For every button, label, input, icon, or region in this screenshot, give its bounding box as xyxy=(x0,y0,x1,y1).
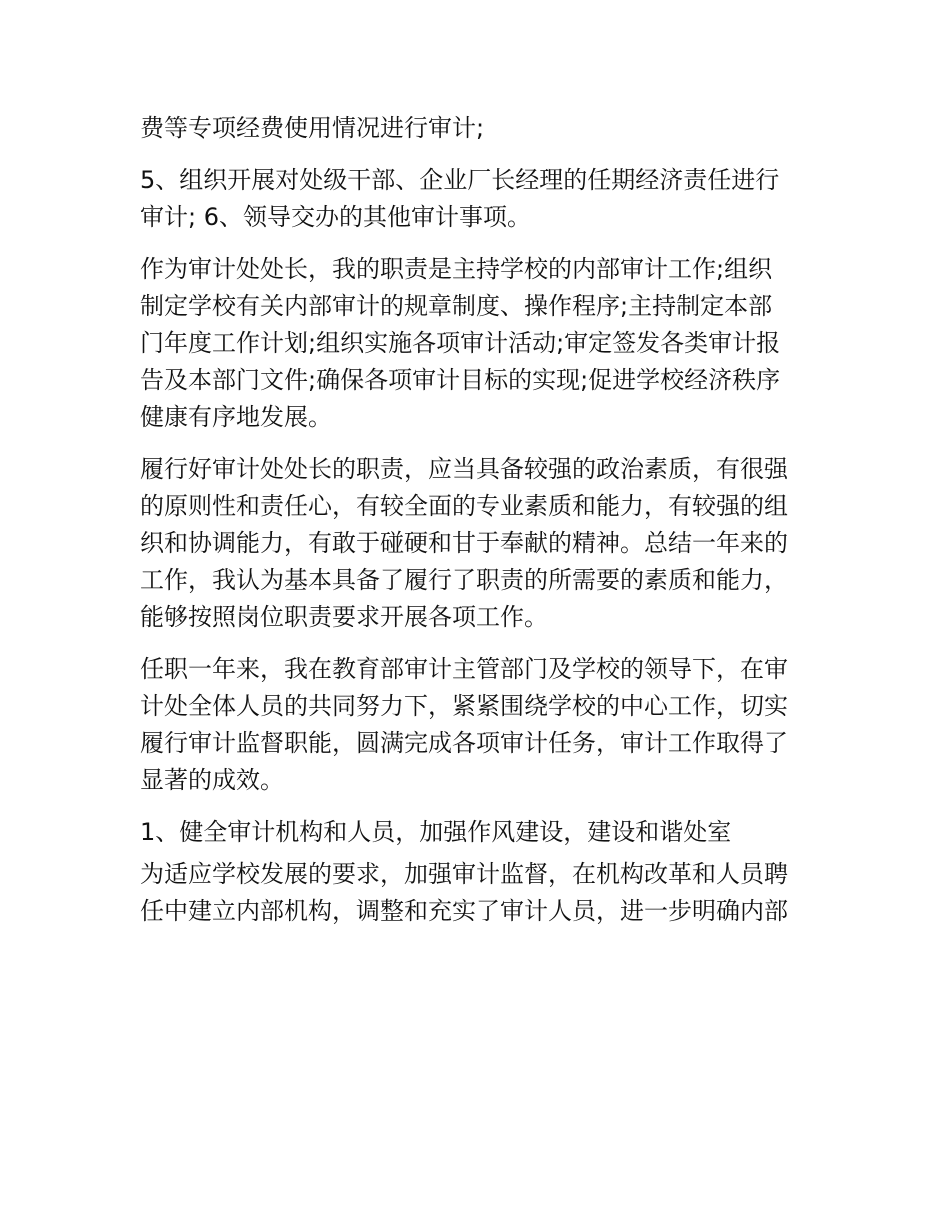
text-line: 1、健全审计机构和人员，加强作风建设，建设和谐处室 xyxy=(140,818,732,846)
text-line: 能够按照岗位职责要求开展各项工作。 xyxy=(140,603,548,631)
text-line: 履行审计监督职能，圆满完成各项审计任务，审计工作取得了 xyxy=(140,729,788,757)
text-line: 费等专项经费使用情况进行审计; xyxy=(140,114,485,142)
text-line: 告及本部门文件;确保各项审计目标的实现;促进学校经济秩序 xyxy=(140,366,781,394)
text-line: 制定学校有关内部审计的规章制度、操作程序;主持制定本部 xyxy=(140,292,773,320)
section-heading xyxy=(140,814,820,851)
paragraph-1 xyxy=(140,110,820,147)
text-line: 门年度工作计划;组织实施各项审计活动;审定签发各类审计报 xyxy=(140,329,781,357)
text-line: 审计; 6、领导交办的其他审计事项。 xyxy=(140,203,531,231)
text-line: 织和协调能力，有敢于碰硬和甘于奉献的精神。总结一年来的 xyxy=(140,529,788,557)
document-body xyxy=(140,110,820,945)
paragraph-3 xyxy=(140,251,820,436)
paragraph-2 xyxy=(140,162,820,236)
text-line: 任职一年来，我在教育部审计主管部门及学校的领导下，在审 xyxy=(140,655,788,683)
paragraph-5 xyxy=(140,651,820,799)
text-line: 为适应学校发展的要求，加强审计监督，在机构改革和人员聘 xyxy=(140,860,788,888)
text-line: 计处全体人员的共同努力下，紧紧围绕学校的中心工作，切实 xyxy=(140,692,788,720)
paragraph-7 xyxy=(140,856,820,930)
text-line: 作为审计处处长，我的职责是主持学校的内部审计工作;组织 xyxy=(140,255,773,283)
text-line: 5、组织开展对处级干部、企业厂长经理的任期经济责任进行 xyxy=(140,166,780,194)
text-line: 任中建立内部机构，调整和充实了审计人员，进一步明确内部 xyxy=(140,897,788,925)
paragraph-4 xyxy=(140,451,820,636)
text-line: 显著的成效。 xyxy=(140,766,284,794)
text-line: 工作，我认为基本具备了履行了职责的所需要的素质和能力， xyxy=(140,566,788,594)
text-line: 履行好审计处处长的职责，应当具备较强的政治素质，有很强 xyxy=(140,455,788,483)
text-line: 健康有序地发展。 xyxy=(140,403,332,431)
text-line: 的原则性和责任心，有较全面的专业素质和能力，有较强的组 xyxy=(140,492,788,520)
